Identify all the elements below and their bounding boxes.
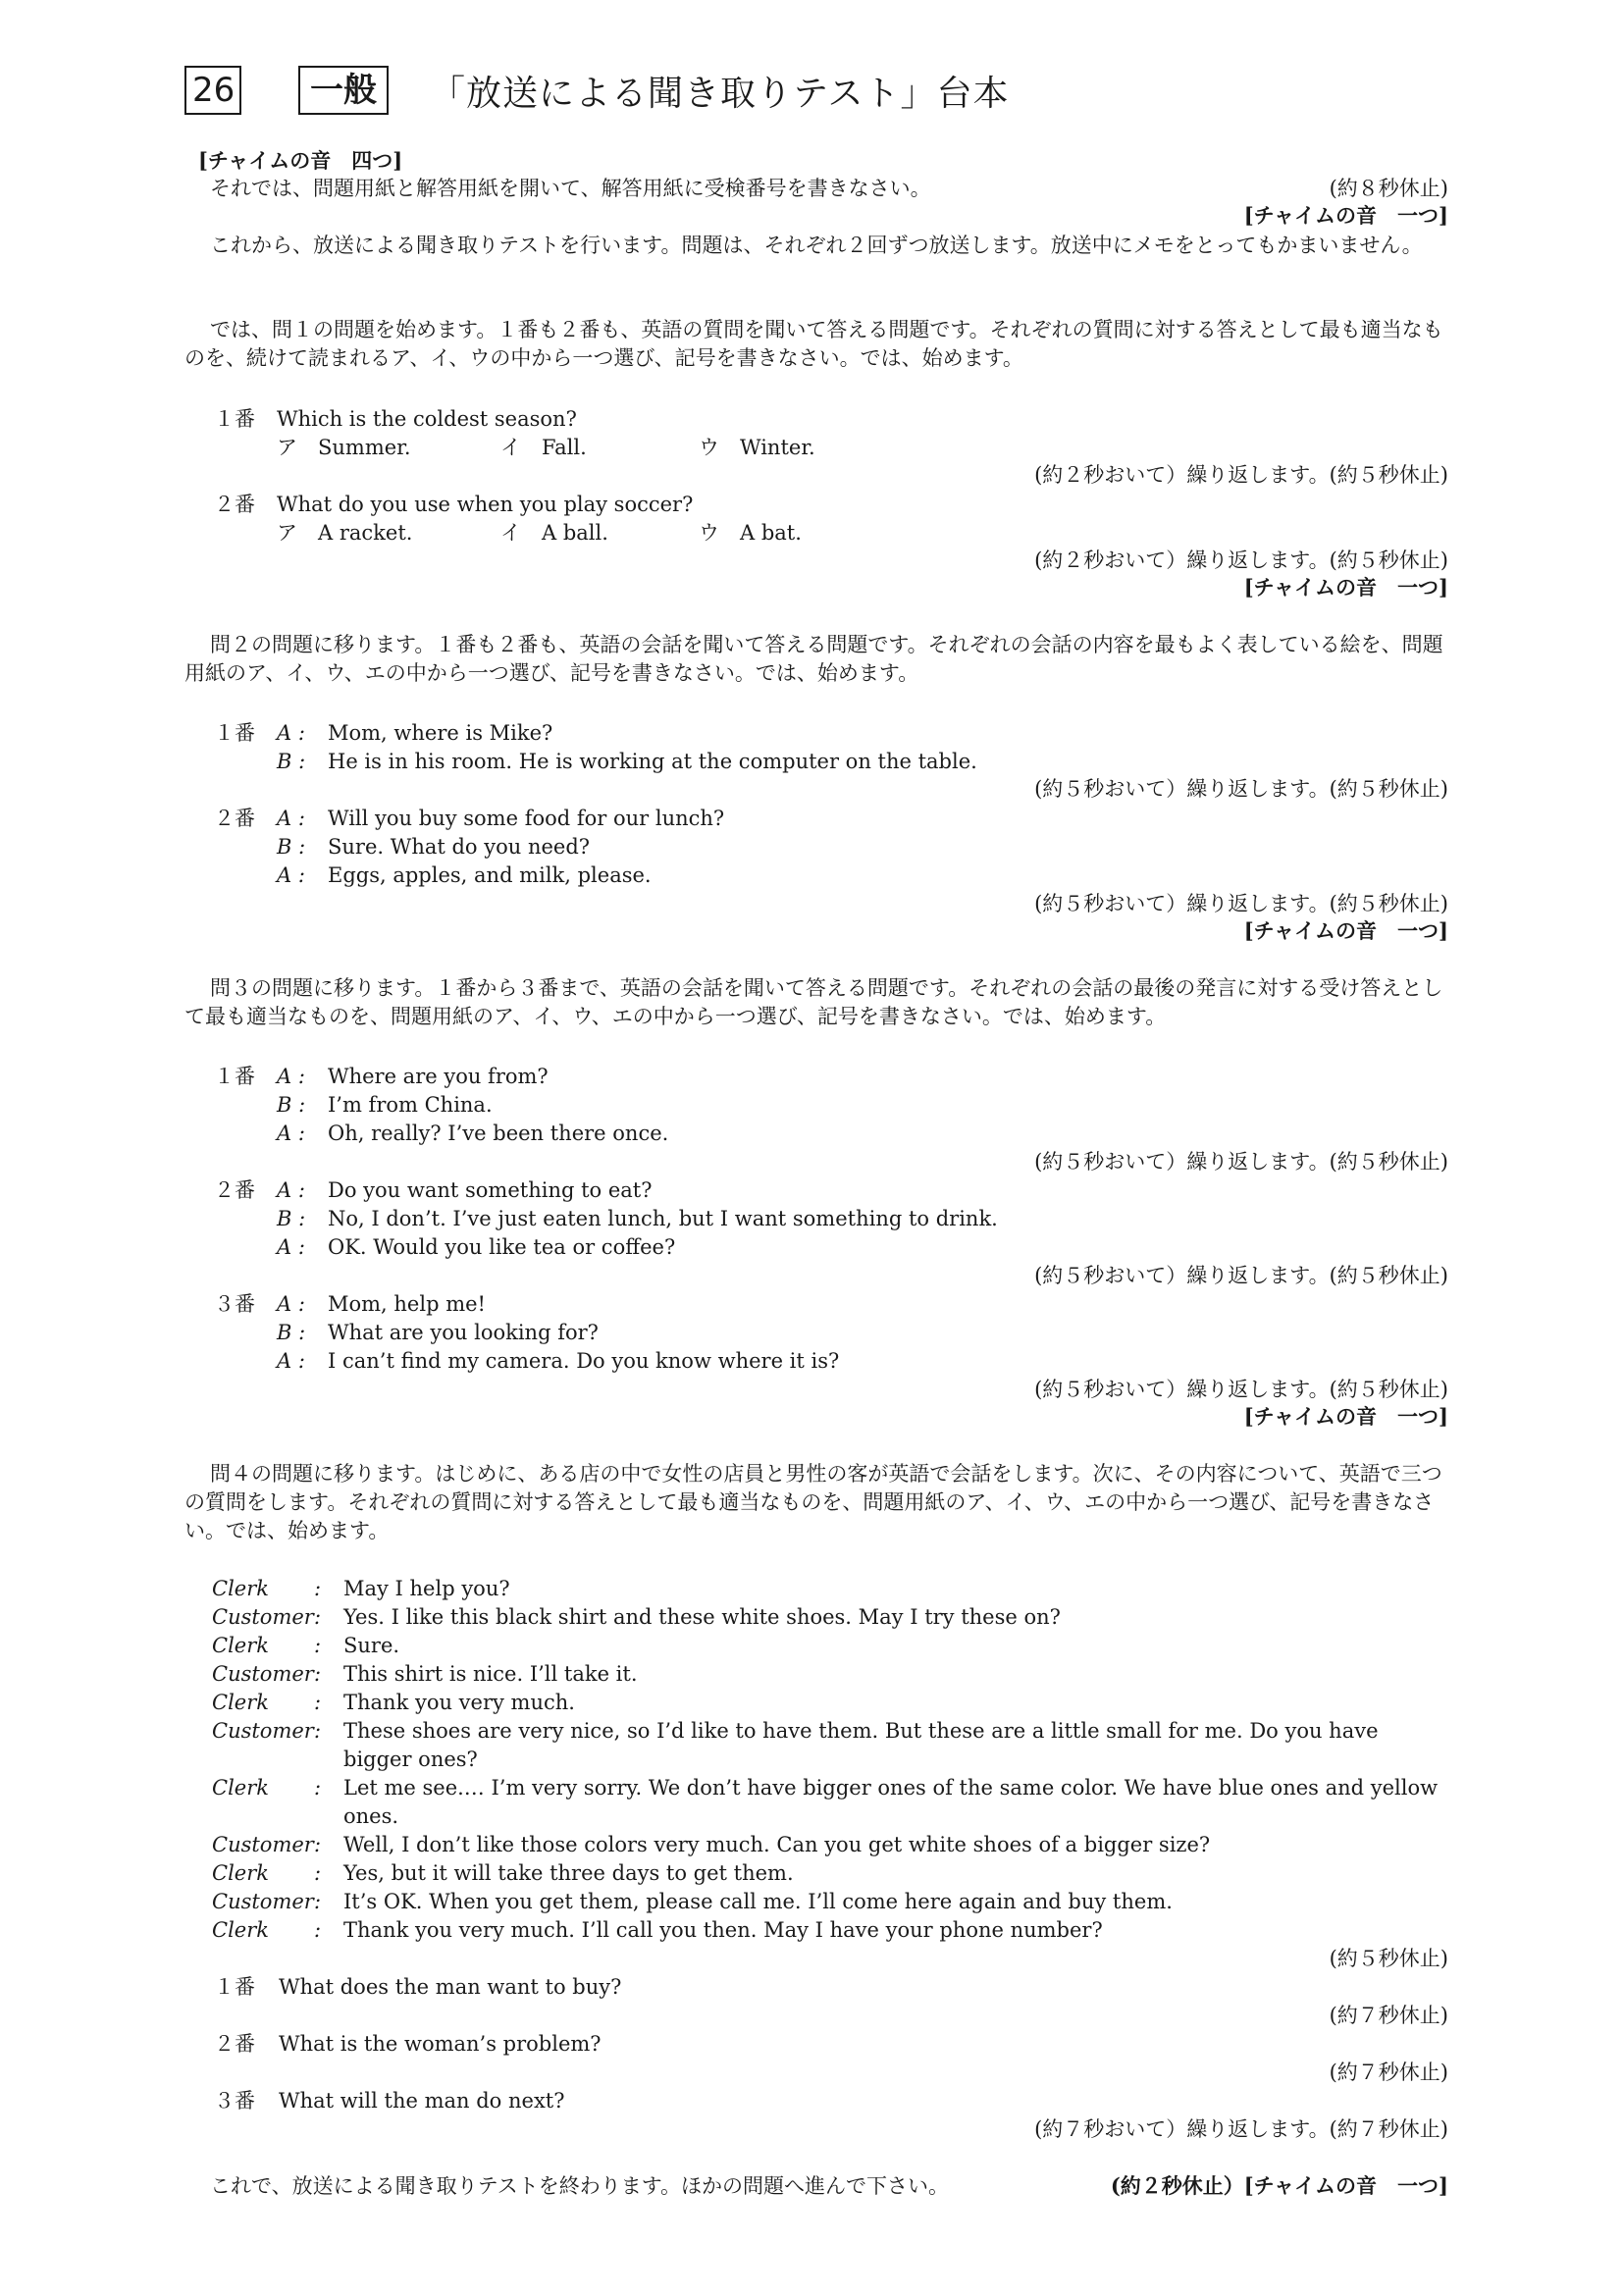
q4-line: May I help you? [343, 1577, 510, 1600]
q2-n1-speaker-b: B : [277, 750, 306, 773]
q2-n2-speaker-a: A : [277, 807, 305, 830]
q4-n2-label: ２番 [214, 2032, 255, 2056]
q4-line: Well, I don’t like those colors very much. Can you get white shoes of a bigger size? [343, 1833, 1211, 1856]
q4-n2-question: What is the woman’s problem? [279, 2032, 602, 2056]
q2-instruction: 問２の問題に移ります。１番も２番も、英語の会話を聞いて答える問題です。それぞれの会話の内容を最もよく表している絵を、問題用紙のア、イ、ウ、エの中から一つ選び、記号を書きなさい。では、始めます。 [184, 633, 1443, 685]
q2-n1-line2: He is in his room. He is working at the computer on the table. [328, 750, 977, 773]
q4-pause-5s: (約５秒休止) [1329, 1947, 1448, 1970]
q4-line: Let me see.… I’m very sorry. We don’t have bigger ones of the same color. We have blue ones and yellow ones. [343, 1776, 1439, 1828]
q4-colon: : [314, 1890, 322, 1913]
q3-n1-speaker-a2: A : [277, 1122, 305, 1145]
q4-colon: : [314, 1577, 322, 1600]
q3-n1-line3: Oh, really? I’ve been there once. [328, 1122, 669, 1145]
q1-n1-choice-b: イ Fall. [500, 436, 587, 459]
q2-n2-speaker-b: B : [277, 835, 306, 859]
category-box: 一般 [298, 66, 389, 115]
q3-n1-speaker-b: B : [277, 1093, 306, 1117]
q2-chime: [チャイムの音 一つ] [1243, 918, 1448, 943]
q1-n1-choice-a: ア Summer. [277, 436, 411, 459]
q3-n3-line1: Mom, help me! [328, 1292, 486, 1316]
q4-n3-question: What will the man do next? [279, 2089, 565, 2113]
q3-n2-label: ２番 [214, 1178, 255, 1202]
q3-n3-line3: I can’t find my camera. Do you know where it is? [328, 1349, 840, 1373]
q4-line: Yes. I like this black shirt and these white shoes. May I try these on? [343, 1605, 1061, 1629]
q4-n3-label: ３番 [214, 2089, 255, 2113]
closing-text: これで、放送による聞き取りテストを終わります。ほかの問題へ進んで下さい。 [210, 2174, 950, 2198]
q1-n1-label: １番 [214, 407, 255, 431]
q3-instruction: 問３の問題に移ります。１番から３番まで、英語の会話を聞いて答える問題です。それぞれの会話の最後の発言に対する受け答えとして最も適当なものを、問題用紙のア、イ、ウ、エの中から一つ選び、記号を書きなさい。では、始めます。 [184, 976, 1443, 1028]
q4-instruction: 問４の問題に移ります。はじめに、ある店の中で女性の店員と男性の客が英語で会話をします。次に、その内容について、英語で三つの質問をします。それぞれの質問に対する答えとして最も適当なものを、問題用紙のア、イ、ウ、エの中から一つ選び、記号を書きなさい。では、始めます。 [184, 1462, 1442, 1542]
q4-role-customer: Customer [212, 1662, 314, 1686]
q4-colon: : [314, 1833, 322, 1856]
q1-n1-question: Which is the coldest season? [277, 407, 577, 431]
q3-chime: [チャイムの音 一つ] [1243, 1404, 1448, 1429]
page-header [184, 62, 1010, 119]
q3-n2-speaker-b: B : [277, 1207, 306, 1230]
q2-n2-line3: Eggs, apples, and milk, please. [328, 863, 652, 887]
q3-n3-line2: What are you looking for? [328, 1321, 599, 1344]
q4-role-clerk: Clerk [212, 1691, 269, 1714]
q2-n2-speaker-a2: A : [277, 863, 305, 887]
pause-8s: (約８秒休止) [1329, 177, 1448, 200]
q4-line: This shirt is nice. I’ll take it. [343, 1662, 638, 1686]
open-instruction: それでは、問題用紙と解答用紙を開いて、解答用紙に受検番号を書きなさい。 [210, 177, 931, 200]
q1-n1-choice-c: ウ Winter. [699, 436, 815, 459]
q4-role-clerk: Clerk [212, 1634, 269, 1657]
question-number-box: 26 [184, 66, 241, 115]
q2-n1-line1: Mom, where is Mike? [328, 721, 553, 745]
q2-n1-speaker-a: A : [277, 721, 305, 745]
q3-n1-repeat: (約５秒おいて）繰り返します。(約５秒休止) [1034, 1150, 1448, 1174]
q3-n1-line1: Where are you from? [328, 1065, 549, 1088]
q1-chime: [チャイムの音 一つ] [1243, 575, 1448, 600]
q1-n1-repeat: (約２秒おいて）繰り返します。(約５秒休止) [1034, 463, 1448, 487]
q4-colon: : [314, 1918, 322, 1942]
q1-n2-label: ２番 [214, 493, 255, 516]
q4-role-customer: Customer [212, 1719, 314, 1743]
q3-n2-line1: Do you want something to eat? [328, 1178, 653, 1202]
closing-chime: (約２秒休止）[チャイムの音 一つ] [1110, 2173, 1448, 2198]
q4-n1-pause: (約７秒休止) [1329, 2004, 1448, 2027]
q4-colon: : [314, 1719, 322, 1743]
q3-n1-label: １番 [214, 1065, 255, 1088]
q4-role-clerk: Clerk [212, 1918, 269, 1942]
q3-n3-speaker-a2: A : [277, 1349, 305, 1373]
q3-n2-line3: OK. Would you like tea or coffee? [328, 1235, 676, 1259]
q3-n1-speaker-a: A : [277, 1065, 305, 1088]
q4-colon: : [314, 1634, 322, 1657]
q4-role-clerk: Clerk [212, 1776, 269, 1800]
q3-n1-line2: I’m from China. [328, 1093, 493, 1117]
q2-n2-line2: Sure. What do you need? [328, 835, 591, 859]
q2-n1-repeat: (約５秒おいて）繰り返します。(約５秒休止) [1034, 777, 1448, 801]
q4-colon: : [314, 1861, 322, 1885]
q4-colon: : [314, 1776, 322, 1800]
q4-role-customer: Customer [212, 1605, 314, 1629]
q4-n1-label: １番 [214, 1975, 255, 1999]
q3-n2-line2: No, I don’t. I’ve just eaten lunch, but I want something to drink. [328, 1207, 998, 1230]
q4-repeat: (約７秒おいて）繰り返します。(約７秒休止) [1034, 2117, 1448, 2141]
q1-n2-choice-b: イ A ball. [500, 521, 608, 545]
q3-n3-speaker-a: A : [277, 1292, 305, 1316]
q3-n3-label: ３番 [214, 1292, 255, 1316]
q2-n2-line1: Will you buy some food for our lunch? [328, 807, 725, 830]
q4-line: Yes, but it will take three days to get them. [343, 1861, 794, 1885]
explain-paragraph: これから、放送による聞き取りテストを行います。問題は、それぞれ２回ずつ放送します。放送中にメモをとってもかまいません。 [210, 234, 1423, 257]
q2-n2-repeat: (約５秒おいて）繰り返します。(約５秒休止) [1034, 892, 1448, 915]
q1-n2-choice-c: ウ A bat. [699, 521, 802, 545]
q4-line: It’s OK. When you get them, please call me. I’ll come here again and buy them. [343, 1890, 1173, 1913]
q4-role-customer: Customer [212, 1890, 314, 1913]
chime-four: [チャイムの音 四つ] [198, 148, 403, 173]
q3-n3-repeat: (約５秒おいて）繰り返します。(約５秒休止) [1034, 1378, 1448, 1401]
q4-line: These shoes are very nice, so I’d like to have them. But these are a little small for me. Do you have bigger ones? [343, 1719, 1379, 1771]
q1-instruction: では、問１の問題を始めます。１番も２番も、英語の質問を聞いて答える問題です。それぞれの質問に対する答えとして最も適当なものを、続けて読まれるア、イ、ウの中から一つ選び、記号を書きなさい。では、始めます。 [184, 318, 1443, 370]
q3-n2-speaker-a: A : [277, 1178, 305, 1202]
q1-n2-repeat: (約２秒おいて）繰り返します。(約５秒休止) [1034, 548, 1448, 572]
q4-line: Thank you very much. I’ll call you then. May I have your phone number? [343, 1918, 1103, 1942]
q4-line: Thank you very much. [343, 1691, 575, 1714]
q4-n2-pause: (約７秒休止) [1329, 2061, 1448, 2084]
q3-n2-repeat: (約５秒おいて）繰り返します。(約５秒休止) [1034, 1264, 1448, 1287]
q3-n2-speaker-a2: A : [277, 1235, 305, 1259]
q4-role-clerk: Clerk [212, 1861, 269, 1885]
q2-n2-label: ２番 [214, 807, 255, 830]
q3-n3-speaker-b: B : [277, 1321, 306, 1344]
q4-n1-question: What does the man want to buy? [279, 1975, 622, 1999]
q4-colon: : [314, 1662, 322, 1686]
page-title: 「放送による聞き取りテスト」台本 [430, 73, 1010, 114]
chime-one: [チャイムの音 一つ] [1243, 203, 1448, 228]
q4-colon: : [314, 1605, 322, 1629]
q1-n2-question: What do you use when you play soccer? [277, 493, 694, 516]
q4-line: Sure. [343, 1634, 400, 1657]
q2-n1-label: １番 [214, 721, 255, 745]
q4-role-customer: Customer [212, 1833, 314, 1856]
q4-role-clerk: Clerk [212, 1577, 269, 1600]
q1-n2-choice-a: ア A racket. [277, 521, 413, 545]
q4-colon: : [314, 1691, 322, 1714]
